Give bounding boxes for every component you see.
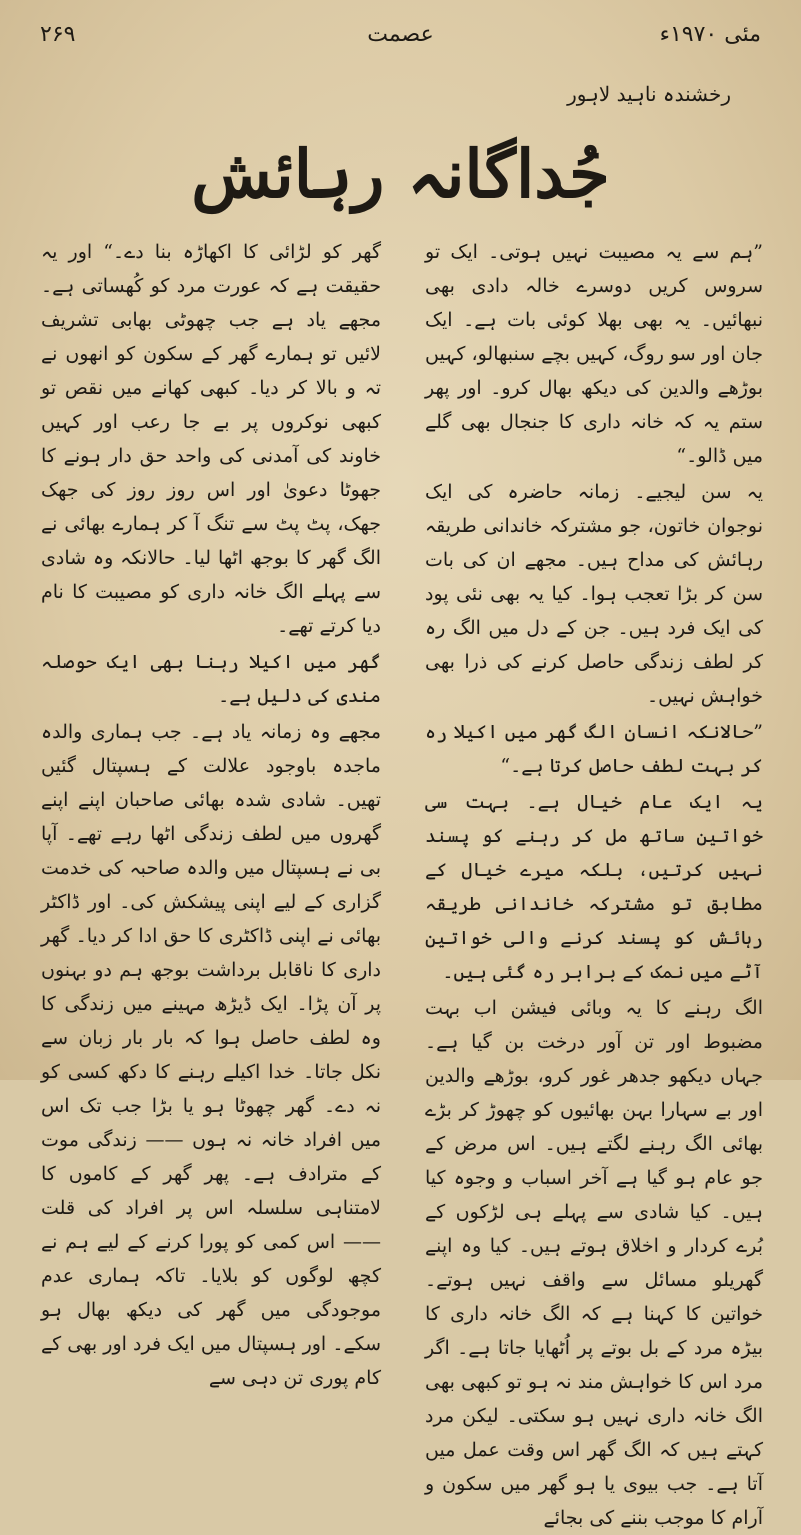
issue-date: مئی ۱۹۷۰ء (659, 22, 761, 47)
paragraph: یہ ایک عام خیال ہے۔ بہت سی خواتین ساتھ مل کر رہنے کو پسند نہیں کرتیں، بلکہ میرے خیال کے مطابق تو مشترکہ خاندانی طریقہ رہائش کو پسند کرنے والی خواتین آٹے میں نمک کے برابر رہ گئی ہیں۔ (425, 791, 763, 983)
text-column-right (425, 235, 763, 1529)
magazine-name: عصمت (367, 22, 434, 47)
article-title: جُداگانہ رہائش (191, 135, 610, 213)
author-byline: رخشندہ ناہید لاہور (567, 82, 731, 106)
paragraph: یہ سن لیجیے۔ زمانہ حاضرہ کی ایک نوجوان خاتون، جو مشترکہ خاندانی طریقہ رہائش کی مداح ہیں۔ مجھے ان کی بات سن کر بڑا تعجب ہوا۔ کیا یہ بھی نئی پود کی ایک فرد ہیں۔ جن کے دل میں الگ رہ کر لطف زندگی حاصل کرنے کی ذرا بھی خواہش نہیں۔ (425, 481, 763, 707)
paragraph: گھر میں اکیلا رہنا بھی ایک حوصلہ مندی کی دلیل ہے۔ (41, 651, 381, 707)
paragraph: گھر کو لڑائی کا اکھاڑہ بنا دے۔“ اور یہ حقیقت ہے کہ عورت مرد کو کُھساتی ہے۔ مجھے یاد ہے جب چھوٹی بھابی تشریف لائیں تو ہمارے گھر کے سکون کو انھوں نے تہ و بالا کر دیا۔ کبھی کھانے میں نقص تو کبھی نوکروں پر بے جا رعب اور کہیں خاوند کی آمدنی کی واحد حق دار ہونے کا جھوٹا دعویٰ اور اس روز روز کی جھک جھک، پٹ پٹ سے تنگ آ کر ہمارے بھائی نے الگ گھر کا بوجھ اٹھا لیا۔ حالانکہ وہ شادی سے پہلے الگ خانہ داری کو مصیبت کا نام دیا کرتے تھے۔ (41, 241, 381, 637)
page-header (40, 22, 761, 56)
text-column-left (41, 235, 381, 1389)
paragraph: مجھے وہ زمانہ یاد ہے۔ جب ہماری والدہ ماجدہ باوجود علالت کے ہسپتال گئیں تھیں۔ شادی شدہ بھائی صاحبان اپنے اپنے گھروں میں لطف زندگی اٹھا رہے تھے۔ آپا بی نے ہسپتال میں والدہ صاحبہ کی خدمت گزاری کے لیے اپنی پیشکش کی۔ اور ڈاکٹر بھائی نے اپنی ڈاکٹری کا حق ادا کر دیا۔ گھر داری کا ناقابل برداشت بوجھ ہم دو بہنوں پر آن پڑا۔ ایک ڈیڑھ مہینے میں زندگی کا وہ لطف حاصل ہوا کہ بار بار زبان سے نکل جاتا۔ خدا اکیلے رہنے کا دکھ کسی کو نہ دے۔ گھر چھوٹا ہو یا بڑا جب تک اس میں افراد خانہ نہ ہوں —— زندگی موت کے مترادف ہے۔ پھر گھر کے کاموں کا لامتناہی سلسلہ اس پر افراد کی قلت —— اس کمی کو پورا کرنے کے لیے ہم نے کچھ لوگوں کو بلایا۔ تاکہ ہماری عدم موجودگی میں گھر کی دیکھ بھال ہو سکے۔ اور ہسپتال میں ایک فرد اور بھی کے کام پوری تن دہی سے (41, 721, 381, 1389)
paragraph: ”حالانکہ انسان الگ گھر میں اکیلا رہ کر بہت لطف حاصل کرتا ہے۔“ (425, 721, 763, 777)
paragraph: الگ رہنے کا یہ وبائی فیشن اب بہت مضبوط اور تن آور درخت بن گیا ہے۔ جہاں دیکھو جدھر غور کرو، بوڑھے والدین اور بے سہارا بہن بھائیوں کو چھوڑ کر بڑے بھائی الگ رہنے لگتے ہیں۔ اس مرض کے جو عام ہو گیا ہے آخر اسباب و وجوہ کیا ہیں۔ کیا شادی سے پہلے ہی لڑکوں کے بُرے کردار و اخلاق ہوتے ہیں۔ کیا وہ اپنے گھریلو مسائل سے واقف نہیں ہوتے۔ خواتین کا کہنا ہے کہ الگ خانہ داری کا بیڑہ مرد کے بل بوتے پر اُٹھایا جاتا ہے۔ اگر مرد اس کا خواہش مند نہ ہو تو کبھی بھی الگ خانہ داری نہیں ہو سکتی۔ لیکن مرد کہتے ہیں کہ الگ گھر اس وقت عمل میں آتا ہے۔ جب بیوی یا ہو گھر میں سکون و آرام کا موجب بننے کی بجائے (425, 997, 763, 1529)
page-number: ۲۶۹ (40, 22, 76, 47)
paragraph: ”ہم سے یہ مصیبت نہیں ہوتی۔ ایک تو سروس کریں دوسرے خالہ دادی بھی نبھائیں۔ یہ بھی بھلا کوئی بات ہے۔ ایک جان اور سو روگ، کہیں بچے سنبھالو، کہیں بوڑھے والدین کی دیکھ بھال کرو۔ اور پھر ستم یہ کہ خانہ داری کا جنجال بھی گلے میں ڈالو۔“ (425, 241, 763, 467)
